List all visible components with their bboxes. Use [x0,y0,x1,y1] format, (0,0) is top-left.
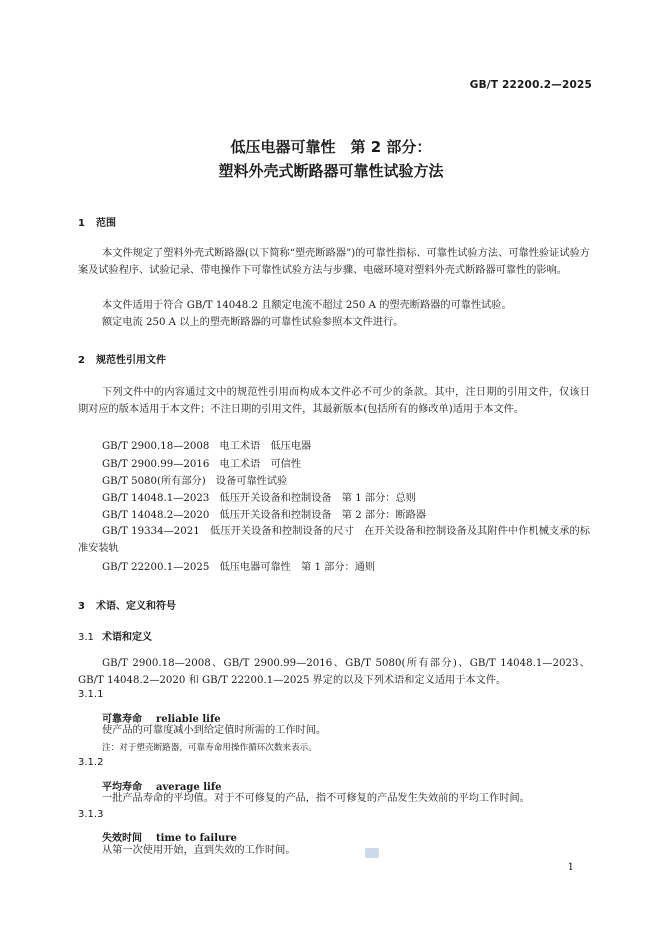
term-chinese: 可靠寿命 [102,714,142,725]
section2-title: 规范性引用文件 [96,355,166,366]
term-number: 3.1.3 [78,809,104,820]
section1-paragraph-3: 额定电流 250 A 以上的塑壳断路器的可靠性试验参照本文件进行。 [102,317,404,328]
document-title-line2: 塑料外壳式断路器可靠性试验方法 [218,162,444,180]
reference-item: GB/T 2900.18—2008 电工术语 低压电器 [102,441,312,452]
section1-paragraph-2: 本文件适用于符合 GB/T 14048.2 且额定电流不超过 250 A 的塑壳断路器的可靠性试验。 [102,300,512,311]
term-number: 3.1.2 [78,757,104,768]
section1-title: 范围 [96,218,116,229]
reference-item: GB/T 5080(所有部分) 设备可靠性试验 [102,476,288,487]
section3-intro: GB/T 2900.18—2008、GB/T 2900.99—2016、GB/T 5080(所有部分)、GB/T 14048.1—2023、GB/T 14048.2—2020 和 GB/T 22200.1—2025 界定的以及下列术语和定义适用于本文件。 [78,658,590,686]
term-english: time to failure [156,833,237,844]
term-chinese: 平均寿命 [102,782,142,793]
section2-intro: 下列文件中的内容通过文中的规范性引用而构成本文件必不可少的条款。其中，注日期的引用文件，仅该日期对应的版本适用于本文件；不注日期的引用文件，其最新版本(包括所有的修改单)适用于本文件。 [78,387,590,415]
reference-item: GB/T 22200.1—2025 低压电器可靠性 第 1 部分：通则 [102,562,376,573]
term-definition: 使产品的可靠度减小到给定值时所需的工作时间。 [102,725,327,736]
watermark-logo [365,848,379,858]
document-title-line1: 低压电器可靠性 第 2 部分： [230,138,432,156]
term-definition: 从第一次使用开始，直到失效的工作时间。 [102,845,296,856]
subsection-3-1-number: 3.1 [78,632,94,643]
subsection-3-1-title: 术语和定义 [102,632,152,643]
section3-heading [78,597,176,612]
term-note: 注：对于塑壳断路器，可靠寿命用操作循环次数来表示。 [102,743,317,753]
term-english: average life [156,782,222,793]
reference-item: GB/T 2900.99—2016 电工术语 可信性 [102,459,302,470]
term-number: 3.1.1 [78,689,104,700]
term-definition: 一批产品寿命的平均值。对于不可修复的产品，指不可修复的产品发生失效前的平均工作时间。 [102,793,530,804]
section2-heading [78,351,166,366]
subsection-3-1-heading [78,628,152,643]
section1-heading [78,214,116,229]
page-number: 1 [567,862,574,873]
term-english: reliable life [156,714,221,725]
reference-item-long: GB/T 19334—2021 低压开关设备和控制设备的尺寸 在开关设备和控制设备及其附件中作机械支承的标准安装轨 [78,526,590,554]
section3-title: 术语、定义和符号 [96,601,176,612]
section2-number: 2 [78,355,85,366]
section3-number: 3 [78,601,85,612]
section1-paragraph-1: 本文件规定了塑料外壳式断路器(以下简称“塑壳断路器”)的可靠性指标、可靠性试验方法、可靠性验证试验方案及试验程序、试验记录、带电操作下可靠性试验方法与步骤、电磁环境对塑料外壳式断路器可靠性的影响。 [78,248,590,276]
standard-code: GB/T 22200.2—2025 [469,79,592,91]
term-chinese: 失效时间 [102,833,142,844]
reference-item: GB/T 14048.2—2020 低压开关设备和控制设备 第 2 部分：断路器 [102,510,427,521]
section1-number: 1 [78,218,85,229]
reference-item: GB/T 14048.1—2023 低压开关设备和控制设备 第 1 部分：总则 [102,493,416,504]
